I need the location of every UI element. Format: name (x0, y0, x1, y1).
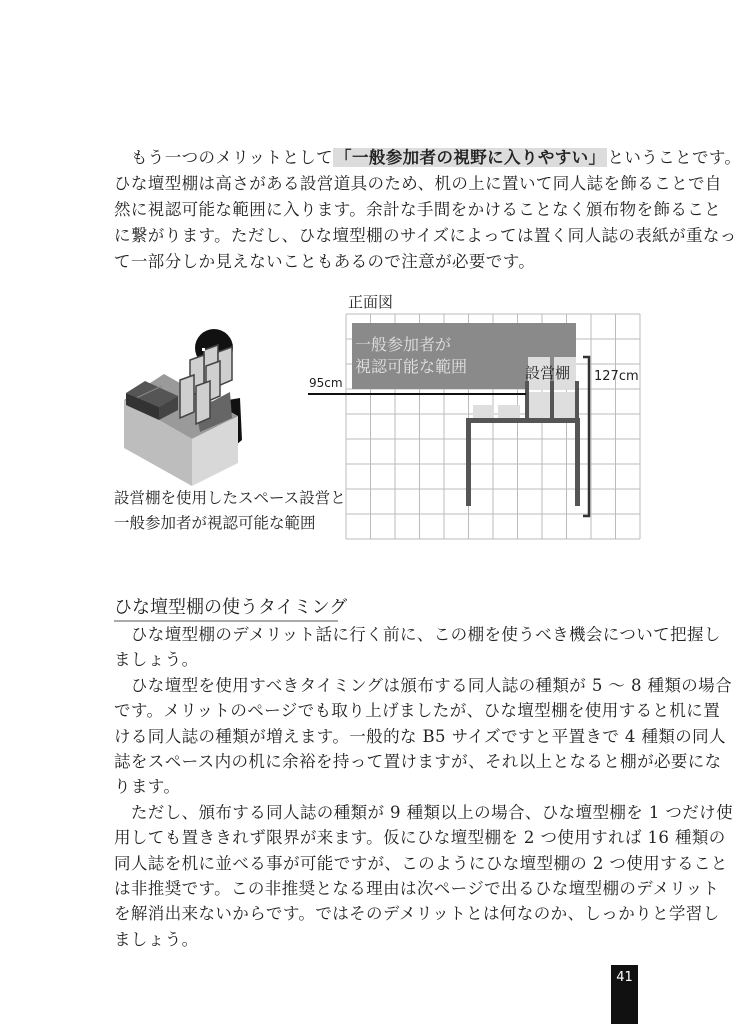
visible-area-label-2: 視認可能な範囲 (355, 357, 468, 376)
shelf-box (554, 392, 576, 421)
body-line: ける同人誌の種類が増えます。一般的な B5 サイズですと平置きで 4 種類の同人 (114, 726, 726, 746)
body-line: ひな壇型棚のデメリット話に行く前に、この棚を使うべき機会について把握し (114, 625, 721, 644)
intro-text: ということです。 (607, 148, 741, 167)
body-line: ただし、頒布する同人誌の種類が 9 種類以上の場合、ひな壇型棚を 1 つだけ使 (114, 802, 733, 822)
intro-line: て一部分しか見えないこともあるので注意が必要です。 (114, 252, 536, 271)
intro-line: ひな壇型棚は高さがある設営道具のため、机の上に置いて同人誌を飾ることで自 (114, 174, 722, 193)
shelf-box (528, 392, 550, 421)
caption-line: 一般参加者が視認可能な範囲 (114, 514, 316, 532)
highlight-phrase: 「一般参加者の視野に入りやすい」 (335, 148, 606, 167)
shelf-height-label: 127cm (594, 369, 639, 384)
visible-area-label-1: 一般参加者が (355, 335, 452, 354)
section-body (114, 622, 733, 952)
shelf-label: 設営棚 (525, 364, 571, 382)
eye-height-label: 95cm (309, 376, 343, 390)
intro-line: に繋がります。ただし、ひな壇型棚のサイズによっては置く同人誌の表紙が重なっ (114, 226, 737, 245)
intro-text: もう一つのメリットとして (114, 148, 334, 167)
intro-line: 然に視認可能な範囲に入ります。余計な手間をかけることなく頒布物を飾ること (114, 200, 722, 219)
page-number: 41 (611, 965, 638, 1024)
figure-title: 正面図 (348, 293, 394, 311)
body-line: ましょう。 (114, 929, 199, 949)
body-line: 用しても置ききれず限界が来ます。仮にひな壇型棚を 2 つ使用すれば 16 種類の (114, 828, 726, 848)
body-line: 誌をスペース内の机に余裕を持って置けますが、それ以上となると棚が必要にな (114, 751, 722, 771)
body-line: 同人誌を机に並べる事が可能ですが、このようにひな壇型棚の 2 つ使用すること (114, 853, 728, 873)
body-line: ましょう。 (114, 650, 199, 670)
body-line: ひな壇型を使用すべきタイミングは頒布する同人誌の種類が 5 ～ 8 種類の場合 (114, 675, 732, 695)
body-line: ります。 (114, 777, 181, 797)
body-line: は非推奨です。この非推奨となる理由は次ページで出るひな壇型棚のデメリット (114, 878, 720, 898)
body-line: です。メリットのページでも取り上げましたが、ひな壇型棚を使用すると机に置 (114, 701, 721, 721)
figure-caption (114, 486, 346, 536)
caption-line: 設営棚を使用したスペース設営と (114, 489, 346, 507)
height-bracket (583, 357, 589, 516)
body-line: を解消出来ないからです。ではそのデメリットとは何なのか、しっかりと学習し (114, 904, 720, 924)
section-heading: ひな壇型棚の使うタイミング (114, 593, 338, 622)
